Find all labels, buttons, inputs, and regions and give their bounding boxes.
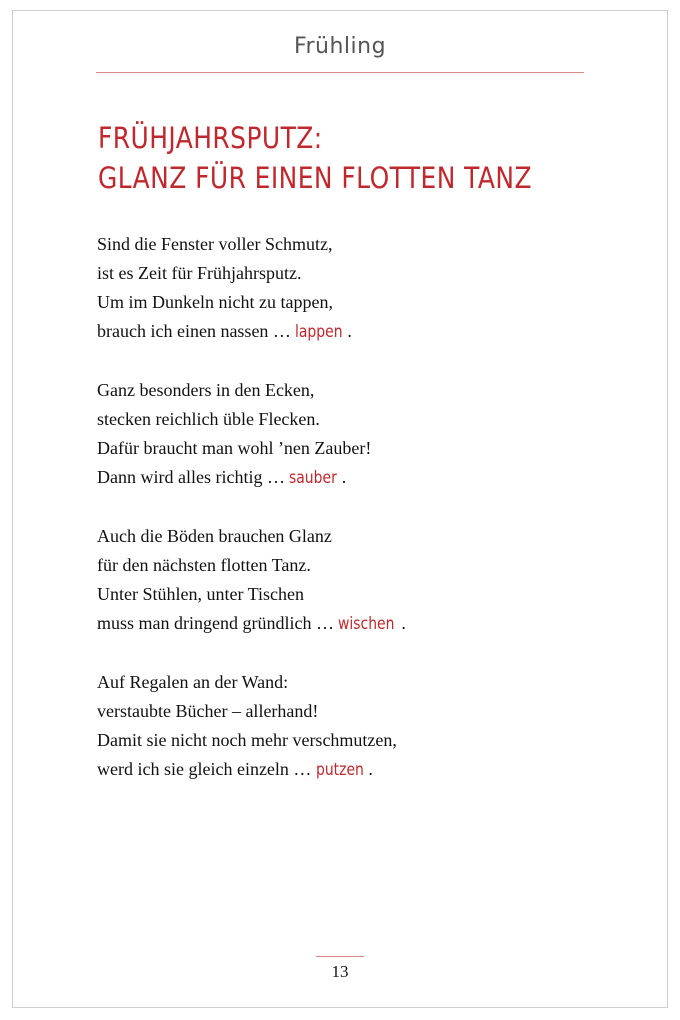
running-head: Frühling [293, 34, 387, 59]
verse-line: Unter Stühlen, unter Tischen [97, 584, 304, 604]
verse-prefix: brauch ich einen nassen … [97, 321, 296, 341]
stanza-2 [97, 376, 597, 493]
poem-body [97, 230, 597, 814]
verse-line: für den nächsten flotten Tanz. [97, 555, 311, 575]
verse-line-last [97, 755, 597, 785]
stanza-4 [97, 668, 597, 785]
verse-prefix: Dann wird alles richtig … [97, 467, 290, 487]
verse-line: Ganz besonders in den Ecken, [97, 380, 315, 400]
verse-line-last [97, 609, 597, 639]
footer-rule [316, 956, 364, 957]
stanza-3 [97, 522, 597, 639]
verse-line: Dafür braucht man wohl ’nen Zauber! [97, 438, 372, 458]
verse-suffix: . [347, 321, 352, 341]
poem-title [98, 118, 545, 198]
verse-line: Auf Regalen an der Wand: [97, 672, 289, 692]
rhyme-answer: lappen [295, 322, 343, 342]
poem-title-line-2: GLANZ FÜR EINEN FLOTTEN TANZ [98, 161, 532, 195]
verse-suffix: . [341, 467, 347, 487]
header-rule [96, 72, 584, 73]
verse-line: verstaubte Bücher – allerhand! [97, 701, 319, 721]
verse-line: Damit sie nicht noch mehr verschmutzen, [97, 730, 397, 750]
verse-line-last [97, 317, 597, 347]
verse-line: Sind die Fenster voller Schmutz, [97, 234, 333, 254]
rhyme-answer: wischen [338, 614, 395, 634]
verse-line: stecken reichlich üble Flecken. [97, 409, 320, 429]
verse-prefix: muss man dringend gründlich … [97, 613, 339, 633]
stanza-1 [97, 230, 597, 347]
verse-line: Auch die Böden brauchen Glanz [97, 526, 332, 546]
verse-suffix: . [368, 759, 373, 779]
page-number: 13 [331, 962, 349, 981]
rhyme-answer: sauber [289, 468, 338, 488]
poem-title-line-1: FRÜHJAHRSPUTZ: [98, 121, 323, 155]
verse-suffix: . [401, 613, 406, 633]
verse-line: Um im Dunkeln nicht zu tappen, [97, 292, 333, 312]
verse-line-last [97, 463, 597, 493]
verse-line: ist es Zeit für Frühjahrsputz. [97, 263, 302, 283]
verse-prefix: werd ich sie gleich einzeln … [97, 759, 316, 779]
rhyme-answer: putzen [315, 760, 364, 780]
